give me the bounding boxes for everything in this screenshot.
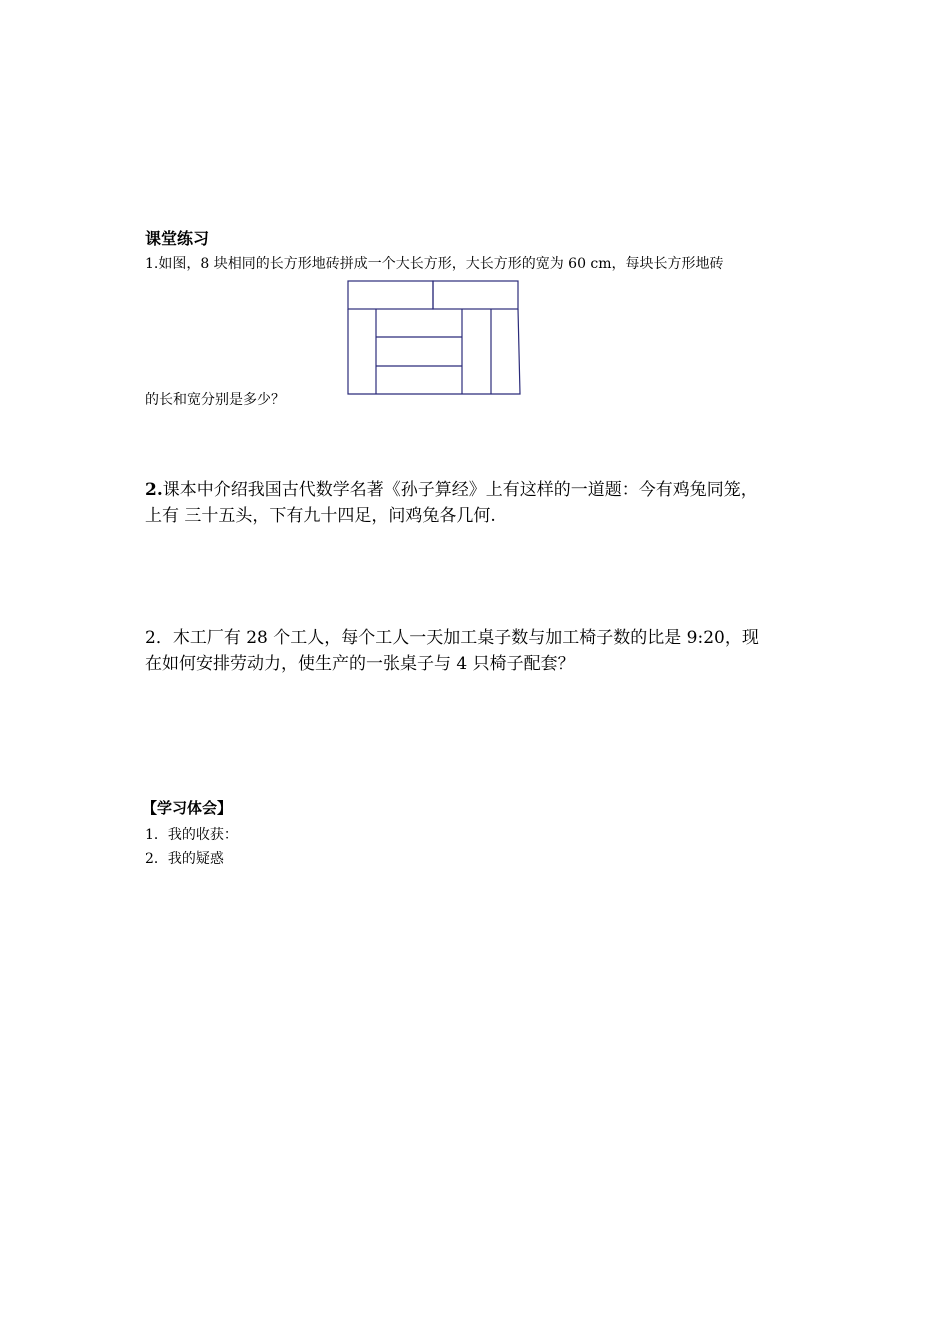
question-2-line-1: [145, 475, 758, 500]
reflection-item-gains: 1．我的收获：: [145, 827, 238, 843]
tile-top-right: [433, 281, 518, 309]
question-3-line-2: 在如何安排劳动力，使生产的一张桌子与 4 只椅子配套？: [145, 654, 575, 674]
question-3-line-1: [145, 623, 759, 648]
tile-bottom-frame: [348, 309, 520, 394]
section-heading-classroom-practice: 课堂练习: [145, 229, 210, 248]
question-1-line-2: 的长和宽分别是多少？: [145, 392, 285, 408]
tile-outlines: [348, 281, 520, 394]
question-1-number: 1.: [145, 256, 159, 272]
question-2-number: 2.: [145, 480, 163, 500]
tile-top-left: [348, 281, 433, 309]
tile-arrangement-figure: [346, 280, 521, 396]
question-1-text-1: 如图，8 块相同的长方形地砖拼成一个大长方形，大长方形的宽为 60 cm，每块长方形地砖: [158, 256, 724, 272]
question-2-text-1: 课本中介绍我国古代数学名著《孙子算经》上有这样的一道题：今有鸡兔同笼，: [162, 480, 758, 500]
question-3-text-1: 木工厂有 28 个工人，每个工人一天加工桌子数与加工椅子数的比是 9:20，现: [172, 628, 759, 648]
question-2-line-2: 上有 三十五头，下有九十四足，问鸡兔各几何.: [145, 506, 496, 526]
question-1-line-1: [145, 253, 724, 273]
question-3-number: 2．: [145, 628, 173, 648]
section-heading-reflection: 【学习体会】: [142, 799, 233, 817]
reflection-item-doubts: 2．我的疑惑: [145, 851, 224, 867]
